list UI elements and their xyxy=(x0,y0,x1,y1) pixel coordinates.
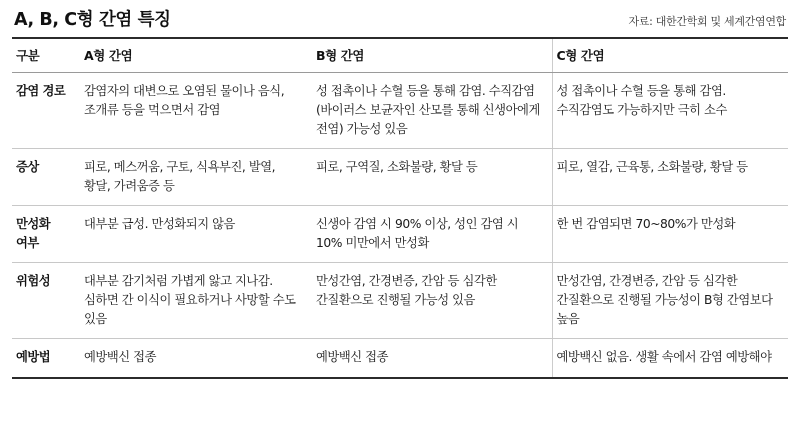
cell-chronicity-c: 한 번 감염되면 70~80%가 만성화 xyxy=(552,206,788,263)
column-header-category: 구분 xyxy=(12,38,80,73)
column-header-hepatitis-c: C형 간염 xyxy=(552,38,788,73)
cell-prevention-c: 예방백신 없음. 생활 속에서 감염 예방해야 xyxy=(552,339,788,378)
table-row xyxy=(12,149,788,206)
row-label-transmission: 감염 경로 xyxy=(12,73,80,149)
cell-symptoms-c: 피로, 열감, 근육통, 소화불량, 황달 등 xyxy=(552,149,788,206)
row-label-risk: 위험성 xyxy=(12,263,80,339)
cell-chronicity-a: 대부분 급성. 만성화되지 않음 xyxy=(80,206,312,263)
page-title: A, B, C형 간염 특징 xyxy=(14,10,171,30)
row-label-chronicity: 만성화 여부 xyxy=(12,206,80,263)
table-row xyxy=(12,206,788,263)
table-row xyxy=(12,73,788,149)
cell-risk-a: 대부분 감기처럼 가볍게 앓고 지나감. 심하면 간 이식이 필요하거나 사망할 수도 있음 xyxy=(80,263,312,339)
cell-transmission-c: 성 접촉이나 수혈 등을 통해 감염. 수직감염도 가능하지만 극히 소수 xyxy=(552,73,788,149)
row-label-symptoms: 증상 xyxy=(12,149,80,206)
table-row xyxy=(12,263,788,339)
cell-transmission-b: 성 접촉이나 수혈 등을 통해 감염. 수직감염(바이러스 보균자인 산모를 통해 신생아에게 전염) 가능성 있음 xyxy=(312,73,552,149)
column-header-hepatitis-b: B형 간염 xyxy=(312,38,552,73)
cell-transmission-a: 감염자의 대변으로 오염된 물이나 음식, 조개류 등을 먹으면서 감염 xyxy=(80,73,312,149)
cell-risk-c: 만성간염, 간경변증, 간암 등 심각한 간질환으로 진행될 가능성이 B형 간염보다 높음 xyxy=(552,263,788,339)
cell-symptoms-a: 피로, 메스꺼움, 구토, 식욕부진, 발열, 황달, 가려움증 등 xyxy=(80,149,312,206)
table-header-row xyxy=(12,38,788,73)
cell-symptoms-b: 피로, 구역질, 소화불량, 황달 등 xyxy=(312,149,552,206)
cell-risk-b: 만성간염, 간경변증, 간암 등 심각한 간질환으로 진행될 가능성 있음 xyxy=(312,263,552,339)
row-label-prevention: 예방법 xyxy=(12,339,80,378)
table-body xyxy=(12,73,788,378)
source-note: 자료: 대한간학회 및 세계간염연합 xyxy=(628,15,786,28)
cell-prevention-a: 예방백신 접종 xyxy=(80,339,312,378)
cell-prevention-b: 예방백신 접종 xyxy=(312,339,552,378)
column-header-hepatitis-a: A형 간염 xyxy=(80,38,312,73)
table-row xyxy=(12,339,788,378)
comparison-table xyxy=(12,37,788,379)
table-head xyxy=(12,38,788,73)
header xyxy=(12,10,788,37)
cell-chronicity-b: 신생아 감염 시 90% 이상, 성인 감염 시 10% 미만에서 만성화 xyxy=(312,206,552,263)
